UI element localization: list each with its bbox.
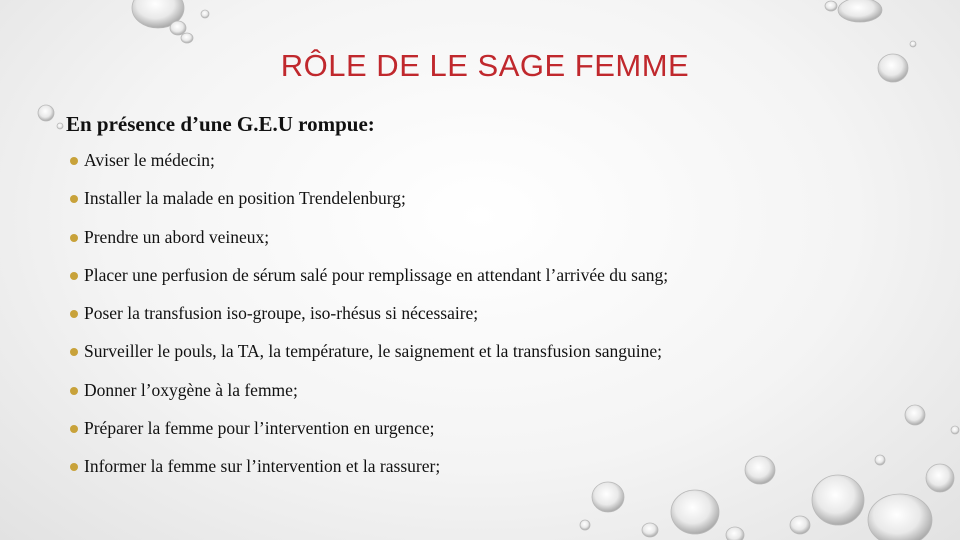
list-item [70, 456, 668, 494]
list-item-text: Préparer la femme pour l’intervention en urgence; [84, 418, 435, 439]
slide-subtitle: En présence d’une G.E.U rompue: [66, 112, 375, 136]
bullet-icon [70, 348, 78, 356]
bullet-icon [70, 425, 78, 433]
slide-title: RÔLE DE LE SAGE FEMME [280, 48, 690, 83]
list-item [70, 380, 668, 418]
bullet-icon [70, 310, 78, 318]
list-item [70, 265, 668, 303]
bullet-icon [70, 195, 78, 203]
list-item-text: Donner l’oxygène à la femme; [84, 379, 298, 400]
bullet-icon [70, 387, 78, 395]
bullet-icon [70, 157, 78, 165]
bullet-icon [70, 272, 78, 280]
bullet-icon [70, 234, 78, 242]
list-item [70, 227, 668, 265]
list-item-text: Aviser le médecin; [84, 150, 215, 170]
list-item-text: Installer la malade en position Trendelenburg; [84, 188, 406, 209]
list-item-text: Poser la transfusion iso-groupe, iso-rhésus si nécessaire; [84, 303, 479, 324]
list-item [70, 303, 668, 341]
bullet-icon [70, 463, 78, 471]
list-item-text: Informer la femme sur l’intervention et la rassurer; [84, 456, 441, 477]
list-item [70, 341, 668, 379]
action-list [70, 150, 668, 495]
list-item-text: Prendre un abord veineux; [84, 226, 270, 247]
list-item-text: Surveiller le pouls, la TA, la température, le saignement et la transfusion sanguine; [84, 341, 663, 362]
list-item [70, 150, 668, 188]
list-item [70, 188, 668, 226]
list-item [70, 418, 668, 456]
list-item-text: Placer une perfusion de sérum salé pour remplissage en attendant l’arrivée du sang; [84, 264, 669, 285]
